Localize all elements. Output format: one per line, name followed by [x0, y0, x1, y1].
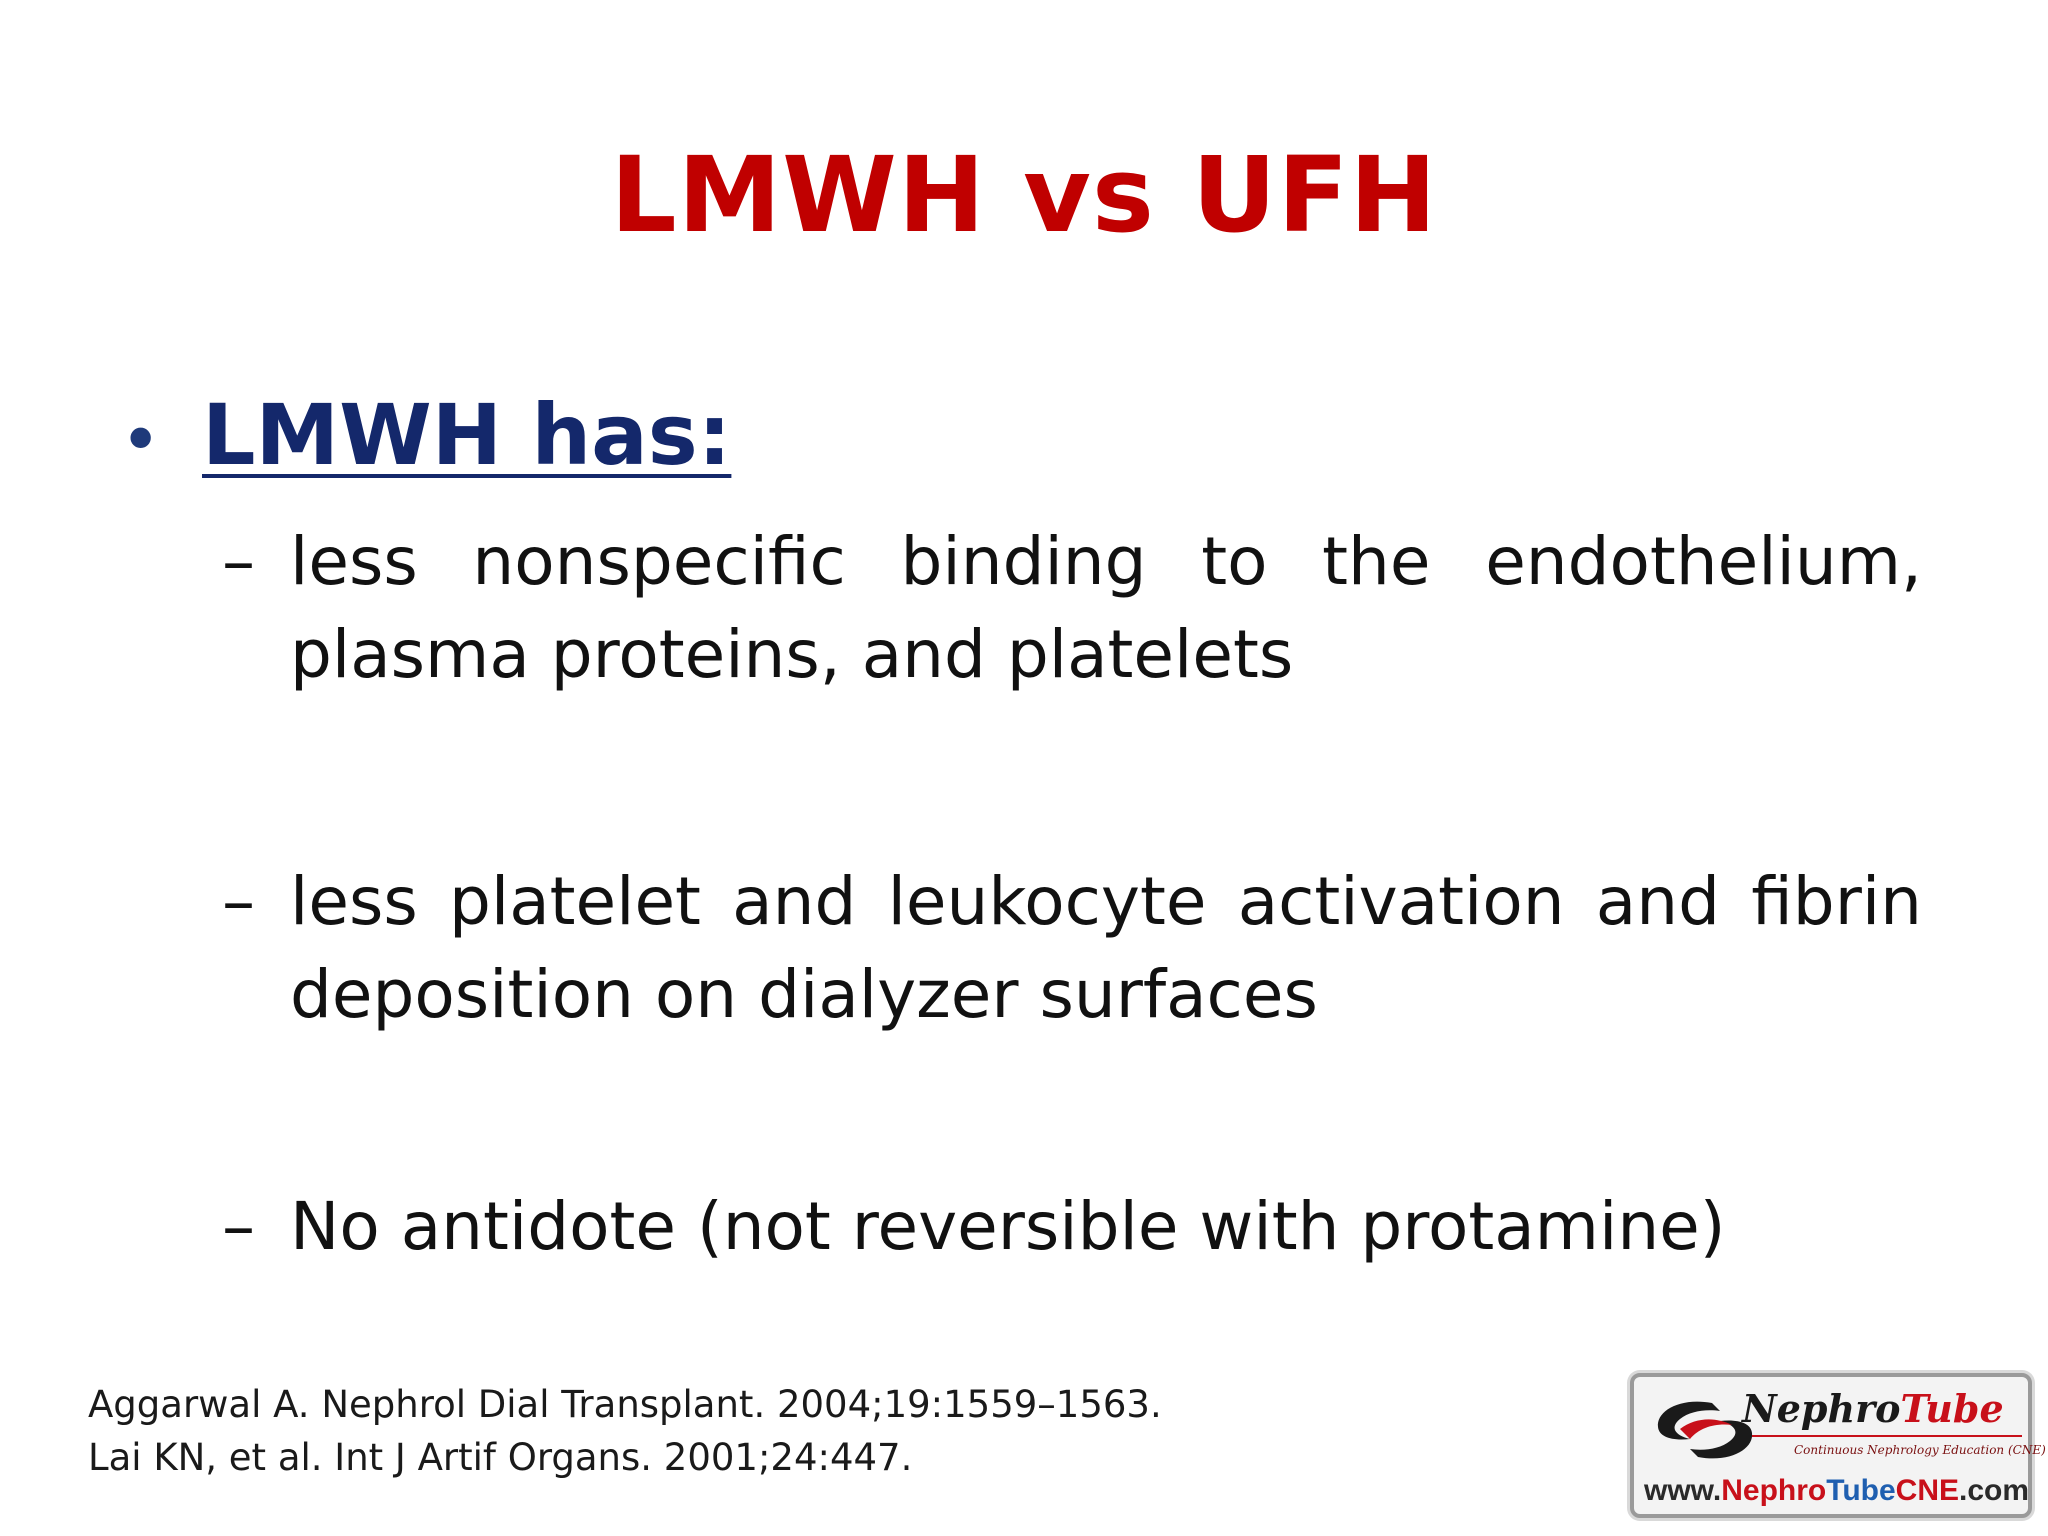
- nephrotube-logo: [1630, 1373, 2046, 1518]
- dash-icon: –: [222, 863, 255, 940]
- logo-name: NephroTube: [1742, 1386, 2004, 1431]
- reference-line: Aggarwal A. Nephrol Dial Transplant. 2004;19:1559–1563.: [88, 1383, 1162, 1426]
- subpoint-text: less platelet and leukocyte activation and fibrin deposition on dialyzer surfaces: [290, 863, 1922, 1033]
- references: [88, 1378, 1162, 1484]
- subpoint-text: No antidote (not reversible with protamine): [290, 1188, 1726, 1265]
- logo-url: www.NephroTubeCNE.com: [1644, 1474, 2030, 1507]
- slide-title: LMWH vs UFH: [610, 134, 1438, 256]
- logo-tagline: Continuous Nephrology Education (CNE): [1794, 1443, 2046, 1457]
- bullet-icon: •: [120, 399, 162, 481]
- reference-line: Lai KN, et al. Int J Artif Organs. 2001;24:447.: [88, 1436, 913, 1479]
- main-bullet-text: LMWH has:: [202, 386, 732, 484]
- subpoint-text: less nonspecific binding to the endothelium, plasma proteins, and platelets: [290, 523, 1922, 693]
- dash-icon: –: [222, 1188, 255, 1265]
- dash-icon: –: [222, 523, 255, 600]
- subpoint: [222, 515, 1922, 701]
- subpoint: [222, 1180, 1922, 1273]
- main-bullet: [120, 385, 731, 490]
- logo-divider: [1752, 1435, 2022, 1437]
- subpoint: [222, 855, 1922, 1041]
